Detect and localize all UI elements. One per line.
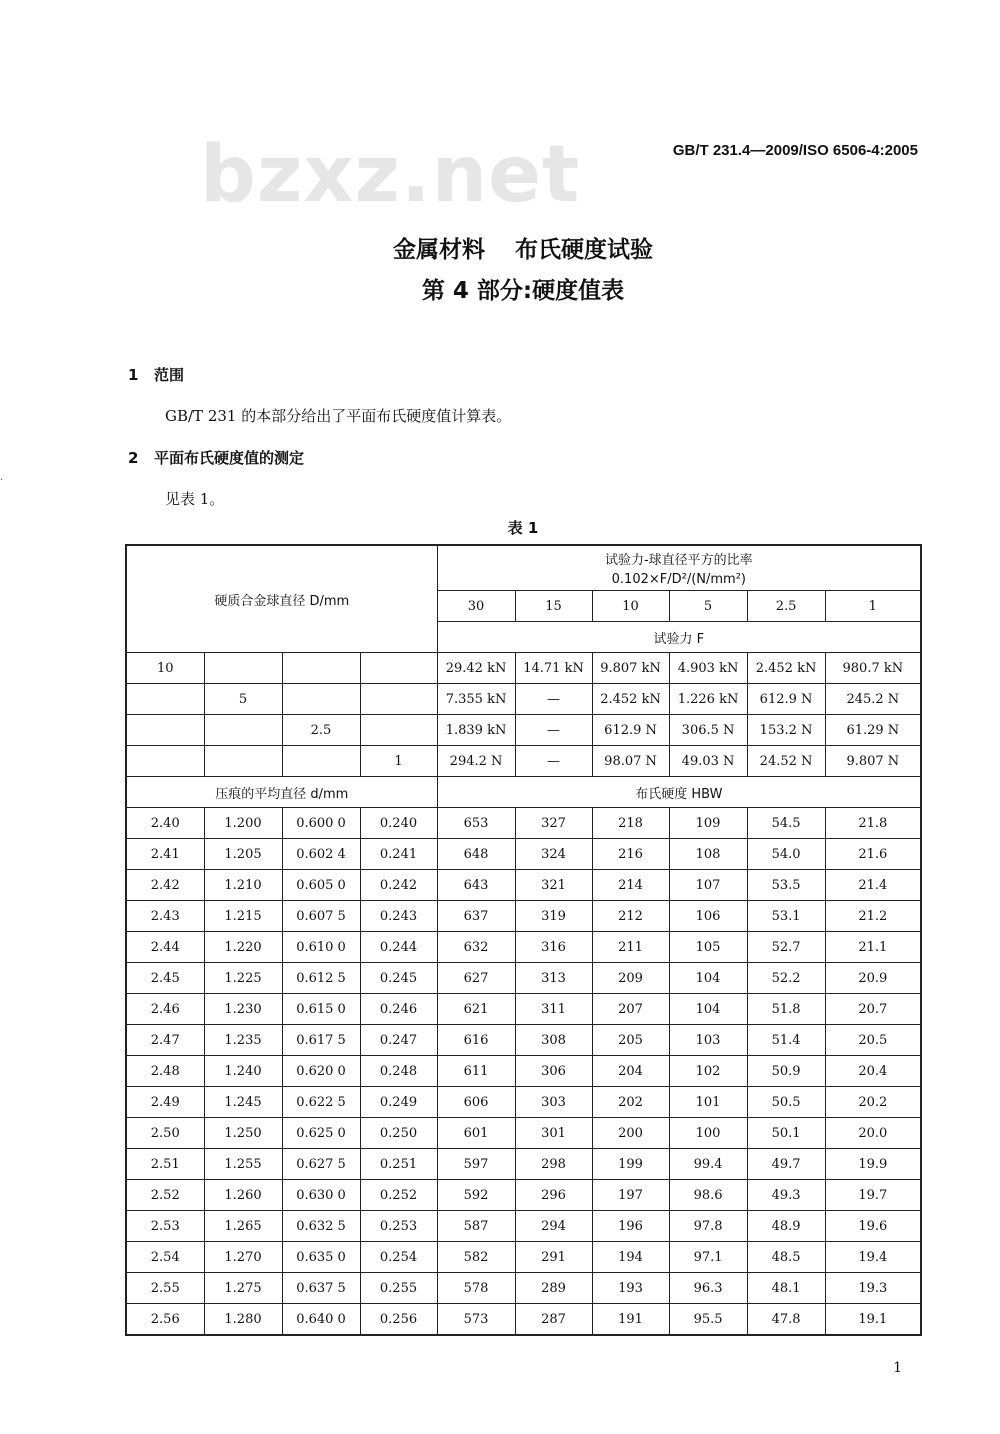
force-cell: 1.226 kN	[669, 684, 747, 715]
ball-diameter-header: 硬质合金球直径 D/mm	[126, 545, 437, 653]
indent-diameter-cell: 1.205	[204, 839, 282, 870]
force-cell: —	[515, 715, 592, 746]
indent-diameter-cell: 1.225	[204, 963, 282, 994]
hardness-cell: 100	[669, 1118, 747, 1149]
hardness-cell: 209	[592, 963, 669, 994]
indent-diameter-cell: 2.49	[126, 1087, 204, 1118]
indent-diameter-cell: 1.240	[204, 1056, 282, 1087]
indent-diameter-cell: 0.251	[360, 1149, 437, 1180]
hardness-cell: 96.3	[669, 1273, 747, 1304]
hardness-cell: 200	[592, 1118, 669, 1149]
indent-diameter-cell: 0.243	[360, 901, 437, 932]
hardness-cell: 616	[437, 1025, 515, 1056]
indent-diameter-cell: 0.605 0	[282, 870, 360, 901]
hardness-cell: 19.7	[825, 1180, 921, 1211]
hardness-cell: 191	[592, 1304, 669, 1336]
force-cell: 306.5 N	[669, 715, 747, 746]
hardness-cell: 303	[515, 1087, 592, 1118]
indent-diameter-cell: 0.640 0	[282, 1304, 360, 1336]
hardness-cell: 20.2	[825, 1087, 921, 1118]
hardness-cell: 108	[669, 839, 747, 870]
indent-diameter-cell: 0.612 5	[282, 963, 360, 994]
hardness-cell: 298	[515, 1149, 592, 1180]
indent-diameter-cell: 1.265	[204, 1211, 282, 1242]
hardness-cell: 306	[515, 1056, 592, 1087]
hardness-cell: 311	[515, 994, 592, 1025]
indent-diameter-cell: 1.230	[204, 994, 282, 1025]
indent-diameter-cell: 2.43	[126, 901, 204, 932]
indent-diameter-cell: 1.215	[204, 901, 282, 932]
indent-diameter-cell: 0.600 0	[282, 808, 360, 839]
force-row	[126, 653, 921, 684]
hardness-cell: 50.5	[747, 1087, 825, 1118]
hardness-cell: 49.3	[747, 1180, 825, 1211]
table-row	[126, 1025, 921, 1056]
force-cell: 14.71 kN	[515, 653, 592, 684]
force-cell: 153.2 N	[747, 715, 825, 746]
ball-diameter-cell	[282, 684, 360, 715]
table-row	[126, 1087, 921, 1118]
force-cell: 7.355 kN	[437, 684, 515, 715]
hardness-cell: 324	[515, 839, 592, 870]
force-cell: 612.9 N	[747, 684, 825, 715]
indent-diameter-cell: 2.42	[126, 870, 204, 901]
section-header-row	[126, 777, 921, 808]
hardness-cell: 205	[592, 1025, 669, 1056]
force-cell: 9.807 kN	[592, 653, 669, 684]
ball-diameter-cell	[282, 746, 360, 777]
ball-diameter-cell	[126, 684, 204, 715]
indent-diameter-cell: 0.625 0	[282, 1118, 360, 1149]
hardness-cell: 52.2	[747, 963, 825, 994]
indent-diameter-cell: 1.245	[204, 1087, 282, 1118]
hardness-cell: 97.8	[669, 1211, 747, 1242]
indent-diameter-cell: 1.200	[204, 808, 282, 839]
force-cell: 9.807 N	[825, 746, 921, 777]
ratio-formula: 0.102×F/D²/(N/mm²)	[611, 572, 746, 587]
hardness-cell: 54.0	[747, 839, 825, 870]
hardness-cell: 104	[669, 963, 747, 994]
hardness-cell: 105	[669, 932, 747, 963]
indent-diameter-cell: 2.46	[126, 994, 204, 1025]
table-caption: 表 1	[507, 519, 539, 537]
indent-diameter-cell: 0.617 5	[282, 1025, 360, 1056]
ball-diameter-cell: 10	[126, 653, 204, 684]
force-cell: —	[515, 746, 592, 777]
indent-diameter-cell: 0.637 5	[282, 1273, 360, 1304]
hardness-cell: 199	[592, 1149, 669, 1180]
force-header: 试验力 F	[437, 622, 921, 653]
hardness-cell: 109	[669, 808, 747, 839]
ratio-value: 1	[825, 591, 921, 622]
indent-diameter-cell: 2.44	[126, 932, 204, 963]
force-cell: 24.52 N	[747, 746, 825, 777]
indent-diameter-cell: 0.253	[360, 1211, 437, 1242]
indent-diameter-cell: 0.249	[360, 1087, 437, 1118]
indent-diameter-cell: 0.255	[360, 1273, 437, 1304]
force-cell: 245.2 N	[825, 684, 921, 715]
table-row	[126, 901, 921, 932]
hardness-cell: 97.1	[669, 1242, 747, 1273]
section-number: 1	[128, 366, 139, 384]
hardness-cell: 51.4	[747, 1025, 825, 1056]
hardness-cell: 592	[437, 1180, 515, 1211]
ratio-value: 2.5	[747, 591, 825, 622]
table-row	[126, 839, 921, 870]
indent-diameter-cell: 2.40	[126, 808, 204, 839]
indent-diameter-cell: 2.50	[126, 1118, 204, 1149]
force-cell: 98.07 N	[592, 746, 669, 777]
indent-diameter-cell: 0.622 5	[282, 1087, 360, 1118]
table-row	[126, 1149, 921, 1180]
hardness-cell: 196	[592, 1211, 669, 1242]
edge-mark: ·	[0, 475, 4, 486]
hardness-cell: 20.7	[825, 994, 921, 1025]
standard-number: GB/T 231.4—2009/ISO 6506-4:2005	[672, 142, 918, 159]
force-cell: 49.03 N	[669, 746, 747, 777]
force-cell: 4.903 kN	[669, 653, 747, 684]
hardness-cell: 48.5	[747, 1242, 825, 1273]
ratio-value: 10	[592, 591, 669, 622]
table-row	[126, 1056, 921, 1087]
hardness-cell: 301	[515, 1118, 592, 1149]
ball-diameter-cell	[126, 715, 204, 746]
hardness-header: 布氏硬度 HBW	[437, 777, 921, 808]
indent-diameter-cell: 0.244	[360, 932, 437, 963]
ratio-value: 15	[515, 591, 592, 622]
force-cell: 61.29 N	[825, 715, 921, 746]
hardness-cell: 106	[669, 901, 747, 932]
hardness-cell: 21.1	[825, 932, 921, 963]
hardness-cell: 597	[437, 1149, 515, 1180]
hardness-cell: 48.1	[747, 1273, 825, 1304]
hardness-cell: 207	[592, 994, 669, 1025]
indent-diameter-cell: 1.220	[204, 932, 282, 963]
hardness-cell: 621	[437, 994, 515, 1025]
force-cell: 980.7 kN	[825, 653, 921, 684]
hardness-cell: 204	[592, 1056, 669, 1087]
ball-diameter-cell: 1	[360, 746, 437, 777]
indent-diameter-cell: 2.52	[126, 1180, 204, 1211]
indent-diameter-cell: 0.252	[360, 1180, 437, 1211]
indent-diameter-cell: 0.242	[360, 870, 437, 901]
ball-diameter-cell	[126, 746, 204, 777]
force-cell: 612.9 N	[592, 715, 669, 746]
hardness-cell: 648	[437, 839, 515, 870]
indent-diameter-cell: 0.630 0	[282, 1180, 360, 1211]
indent-diameter-cell: 2.53	[126, 1211, 204, 1242]
hardness-cell: 20.4	[825, 1056, 921, 1087]
hardness-cell: 653	[437, 808, 515, 839]
indent-diameter-cell: 2.45	[126, 963, 204, 994]
hardness-cell: 308	[515, 1025, 592, 1056]
table-row	[126, 1180, 921, 1211]
indent-diameter-header: 压痕的平均直径 d/mm	[126, 777, 437, 808]
table-row	[126, 963, 921, 994]
indent-diameter-cell: 0.248	[360, 1056, 437, 1087]
indent-diameter-cell: 0.246	[360, 994, 437, 1025]
hardness-cell: 95.5	[669, 1304, 747, 1336]
section-1-text: GB/T 231 的本部分给出了平面布氏硬度值计算表。	[165, 407, 512, 425]
indent-diameter-cell: 0.254	[360, 1242, 437, 1273]
indent-diameter-cell: 1.280	[204, 1304, 282, 1336]
ratio-header	[437, 545, 921, 591]
force-row	[126, 715, 921, 746]
indent-diameter-cell: 0.635 0	[282, 1242, 360, 1273]
indent-diameter-cell: 2.55	[126, 1273, 204, 1304]
indent-diameter-cell: 0.627 5	[282, 1149, 360, 1180]
hardness-cell: 101	[669, 1087, 747, 1118]
hardness-cell: 19.6	[825, 1211, 921, 1242]
indent-diameter-cell: 1.275	[204, 1273, 282, 1304]
hardness-cell: 21.6	[825, 839, 921, 870]
section-title: 范围	[154, 366, 185, 384]
hardness-cell: 107	[669, 870, 747, 901]
indent-diameter-cell: 0.620 0	[282, 1056, 360, 1087]
hardness-cell: 313	[515, 963, 592, 994]
indent-diameter-cell: 2.41	[126, 839, 204, 870]
indent-diameter-cell: 1.255	[204, 1149, 282, 1180]
hardness-cell: 51.8	[747, 994, 825, 1025]
ball-diameter-cell	[360, 715, 437, 746]
ball-diameter-cell: 2.5	[282, 715, 360, 746]
indent-diameter-cell: 0.602 4	[282, 839, 360, 870]
hardness-cell: 287	[515, 1304, 592, 1336]
hardness-cell: 643	[437, 870, 515, 901]
hardness-cell: 21.2	[825, 901, 921, 932]
ball-diameter-cell	[204, 715, 282, 746]
hardness-cell: 99.4	[669, 1149, 747, 1180]
hardness-cell: 21.8	[825, 808, 921, 839]
section-number: 2	[128, 449, 139, 467]
section-title: 平面布氏硬度值的测定	[154, 449, 305, 467]
indent-diameter-cell: 0.247	[360, 1025, 437, 1056]
hardness-cell: 611	[437, 1056, 515, 1087]
table-row	[126, 932, 921, 963]
hardness-cell: 19.3	[825, 1273, 921, 1304]
force-cell: 1.839 kN	[437, 715, 515, 746]
hardness-cell: 102	[669, 1056, 747, 1087]
hardness-cell: 214	[592, 870, 669, 901]
hardness-cell: 194	[592, 1242, 669, 1273]
hardness-cell: 20.9	[825, 963, 921, 994]
hardness-cell: 52.7	[747, 932, 825, 963]
hardness-cell: 211	[592, 932, 669, 963]
document-title: 金属材料 布氏硬度试验	[392, 237, 653, 263]
hardness-cell: 573	[437, 1304, 515, 1336]
hardness-cell: 587	[437, 1211, 515, 1242]
force-cell: 294.2 N	[437, 746, 515, 777]
hardness-cell: 50.1	[747, 1118, 825, 1149]
ratio-value: 5	[669, 591, 747, 622]
hardness-cell: 49.7	[747, 1149, 825, 1180]
indent-diameter-cell: 1.250	[204, 1118, 282, 1149]
hardness-cell: 627	[437, 963, 515, 994]
indent-diameter-cell: 1.270	[204, 1242, 282, 1273]
force-row	[126, 684, 921, 715]
hardness-cell: 632	[437, 932, 515, 963]
indent-diameter-cell: 2.47	[126, 1025, 204, 1056]
hardness-cell: 296	[515, 1180, 592, 1211]
indent-diameter-cell: 2.51	[126, 1149, 204, 1180]
hardness-cell: 193	[592, 1273, 669, 1304]
indent-diameter-cell: 0.240	[360, 808, 437, 839]
indent-diameter-cell: 0.250	[360, 1118, 437, 1149]
hardness-cell: 103	[669, 1025, 747, 1056]
indent-diameter-cell: 2.48	[126, 1056, 204, 1087]
indent-diameter-cell: 1.260	[204, 1180, 282, 1211]
force-cell: —	[515, 684, 592, 715]
hardness-cell: 19.9	[825, 1149, 921, 1180]
indent-diameter-cell: 0.615 0	[282, 994, 360, 1025]
table-row	[126, 1242, 921, 1273]
hardness-cell: 291	[515, 1242, 592, 1273]
indent-diameter-cell: 0.245	[360, 963, 437, 994]
hardness-cell: 319	[515, 901, 592, 932]
hardness-cell: 601	[437, 1118, 515, 1149]
watermark: bzxz.net	[200, 130, 581, 220]
hardness-cell: 53.5	[747, 870, 825, 901]
hardness-cell: 197	[592, 1180, 669, 1211]
hardness-cell: 578	[437, 1273, 515, 1304]
table-row	[126, 1304, 921, 1336]
table-row	[126, 808, 921, 839]
ball-diameter-cell	[282, 653, 360, 684]
hardness-cell: 48.9	[747, 1211, 825, 1242]
hardness-cell: 327	[515, 808, 592, 839]
table-row	[126, 870, 921, 901]
ratio-label: 试验力-球直径平方的比率	[604, 553, 753, 568]
hardness-cell: 212	[592, 901, 669, 932]
table-row	[126, 994, 921, 1025]
section-2-text: 见表 1。	[165, 490, 225, 508]
hardness-cell: 50.9	[747, 1056, 825, 1087]
indent-diameter-cell: 1.210	[204, 870, 282, 901]
indent-diameter-cell: 0.241	[360, 839, 437, 870]
force-row	[126, 746, 921, 777]
force-cell: 29.42 kN	[437, 653, 515, 684]
indent-diameter-cell: 0.256	[360, 1304, 437, 1336]
hardness-cell: 19.1	[825, 1304, 921, 1336]
indent-diameter-cell: 0.632 5	[282, 1211, 360, 1242]
hardness-cell: 321	[515, 870, 592, 901]
ball-diameter-cell	[204, 746, 282, 777]
ball-diameter-cell	[204, 653, 282, 684]
hardness-cell: 216	[592, 839, 669, 870]
hardness-cell: 104	[669, 994, 747, 1025]
document-subtitle: 第 4 部分:硬度值表	[421, 278, 625, 304]
hardness-cell: 47.8	[747, 1304, 825, 1336]
hardness-cell: 54.5	[747, 808, 825, 839]
hardness-cell: 218	[592, 808, 669, 839]
force-cell: 2.452 kN	[747, 653, 825, 684]
indent-diameter-cell: 2.56	[126, 1304, 204, 1336]
hardness-cell: 202	[592, 1087, 669, 1118]
hardness-cell: 316	[515, 932, 592, 963]
table-row	[126, 1211, 921, 1242]
hardness-cell: 606	[437, 1087, 515, 1118]
indent-diameter-cell: 2.54	[126, 1242, 204, 1273]
ball-diameter-cell: 5	[204, 684, 282, 715]
ball-diameter-cell	[360, 684, 437, 715]
indent-diameter-cell: 1.235	[204, 1025, 282, 1056]
force-cell: 2.452 kN	[592, 684, 669, 715]
section-1-heading	[128, 364, 184, 385]
hardness-cell: 21.4	[825, 870, 921, 901]
ball-diameter-cell	[360, 653, 437, 684]
hardness-cell: 20.0	[825, 1118, 921, 1149]
indent-diameter-cell: 0.610 0	[282, 932, 360, 963]
page-number: 1	[893, 1360, 902, 1376]
table-row	[126, 1118, 921, 1149]
hardness-cell: 582	[437, 1242, 515, 1273]
hardness-table	[125, 544, 922, 1336]
hardness-cell: 20.5	[825, 1025, 921, 1056]
indent-diameter-cell: 0.607 5	[282, 901, 360, 932]
table-row	[126, 1273, 921, 1304]
ratio-value: 30	[437, 591, 515, 622]
hardness-cell: 637	[437, 901, 515, 932]
hardness-cell: 289	[515, 1273, 592, 1304]
hardness-cell: 19.4	[825, 1242, 921, 1273]
section-2-heading	[128, 447, 304, 468]
hardness-cell: 98.6	[669, 1180, 747, 1211]
hardness-cell: 53.1	[747, 901, 825, 932]
hardness-cell: 294	[515, 1211, 592, 1242]
